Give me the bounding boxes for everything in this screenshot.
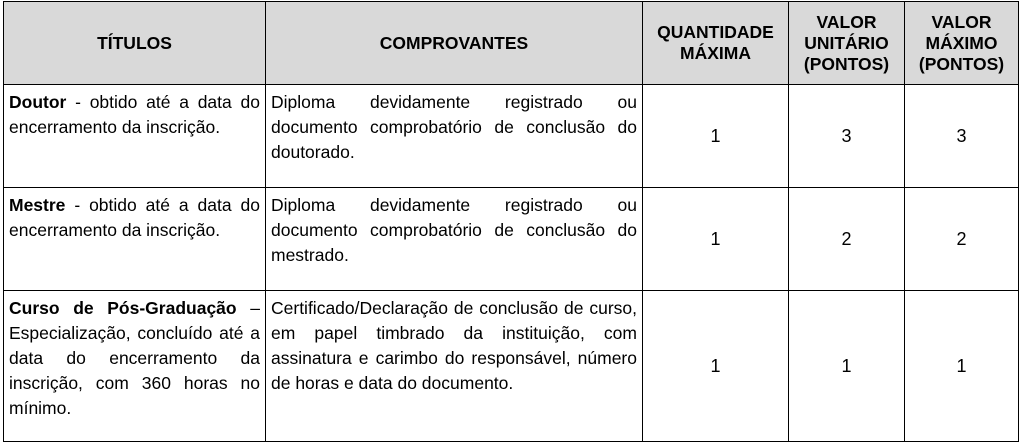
row-title-cell <box>4 188 266 291</box>
table-header-row <box>4 2 1019 85</box>
header-quantidade-line1: QUANTIDADE <box>657 22 774 42</box>
row-valor-maximo-cell: 2 <box>905 188 1019 291</box>
row-title-text: - obtido até a data do encerramento da inscrição. <box>9 92 260 137</box>
header-valor-unitario-line2: UNITÁRIO <box>804 32 889 53</box>
table-row <box>4 85 1019 188</box>
row-title-bold: Doutor <box>9 92 67 112</box>
row-proof-cell: Diploma devidamente registrado ou documento comprobatório de conclusão do mestrado. <box>266 188 643 291</box>
row-quantidade-cell: 1 <box>643 291 789 442</box>
row-title-bold: Mestre <box>9 195 66 215</box>
header-titulos-label: TÍTULOS <box>97 32 172 53</box>
row-quantidade-cell: 1 <box>643 85 789 188</box>
row-title-cell <box>4 291 266 442</box>
table-row <box>4 188 1019 291</box>
row-proof-cell: Diploma devidamente registrado ou documento comprobatório de conclusão do doutorado. <box>266 85 643 188</box>
header-quantidade-line2: MÁXIMA <box>680 43 751 63</box>
row-valor-maximo-cell: 3 <box>905 85 1019 188</box>
row-title-cell <box>4 85 266 188</box>
header-valor-unitario-line3: (PONTOS) <box>803 53 890 74</box>
header-valor-unitario-line1: VALOR <box>816 11 877 32</box>
header-valor-maximo <box>905 2 1019 85</box>
header-valor-maximo-line2: MÁXIMO <box>925 32 998 53</box>
header-titulos <box>4 2 266 85</box>
titles-scoring-table <box>3 1 1019 442</box>
row-valor-unitario-cell: 2 <box>789 188 905 291</box>
row-valor-unitario-cell: 3 <box>789 85 905 188</box>
row-quantidade-cell: 1 <box>643 188 789 291</box>
header-valor-maximo-line3: (PONTOS) <box>918 53 1005 74</box>
header-comprovantes <box>266 2 643 85</box>
table-row <box>4 291 1019 442</box>
row-title-bold: Curso de Pós-Graduação <box>9 298 237 318</box>
row-proof-cell: Certificado/Declaração de conclusão de curso, em papel timbrado da instituição, com assinatura e carimbo do responsável, número de horas e data do documento. <box>266 291 643 442</box>
header-comprovantes-label: COMPROVANTES <box>379 32 529 53</box>
header-valor-maximo-line1: VALOR <box>931 11 992 32</box>
row-title-text: – Especialização, concluído até a data do encerramento da inscrição, com 360 horas no mínimo. <box>9 298 260 418</box>
header-valor-unitario <box>789 2 905 85</box>
row-title-text: - obtido até a data do encerramento da inscrição. <box>9 195 260 240</box>
row-valor-unitario-cell: 1 <box>789 291 905 442</box>
header-quantidade-maxima <box>643 2 789 85</box>
row-valor-maximo-cell: 1 <box>905 291 1019 442</box>
